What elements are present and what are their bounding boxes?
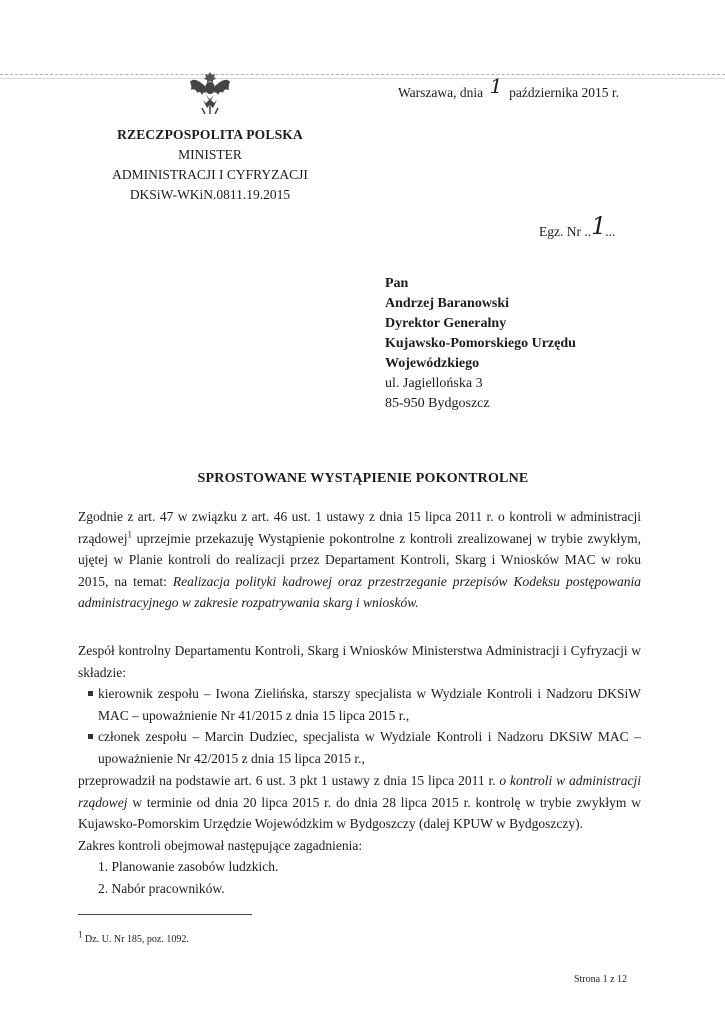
date-prefix: Warszawa, dnia	[398, 85, 484, 100]
addressee-city: 85-950 Bydgoszcz	[385, 396, 490, 411]
addressee-position: Dyrektor Generalny	[385, 316, 507, 331]
conducted-paragraph	[78, 770, 641, 835]
footnote-ref: 1	[127, 529, 132, 539]
minister-title: MINISTER	[178, 147, 242, 162]
copy-number	[539, 214, 615, 242]
team-member-item	[78, 683, 641, 726]
intro-text-2: uprzejmie przekazuję Wystąpienie pokontrolne z kontroli zrealizowanej w trybie zwykłym, ujętej w Planie kontroli do realizacji przez Departament Kontroli, Skarg i Wniosków MAC w roku 2015, na temat:	[78, 530, 641, 589]
ministry-name: ADMINISTRACJI I CYFRYZACJI	[112, 167, 308, 182]
conducted-law-title: o kontroli w administracji rządowej	[78, 773, 641, 810]
eagle-emblem-icon	[188, 66, 232, 116]
page-number: Strona 1 z 12	[574, 974, 628, 985]
intro-paragraph	[78, 506, 641, 614]
scope-item-text: Nabór pracowników.	[111, 880, 225, 896]
team-member-item	[78, 726, 641, 769]
team-member-text: członek zespołu – Marcin Dudziec, specjalista w Wydziale Kontroli i Nadzoru DKSiW MAC – upoważnienie Nr 42/2015 z dnia 15 lipca 2015 r.,	[98, 729, 641, 766]
team-member-list	[78, 683, 641, 769]
document-heading: SPROSTOWANE WYSTĄPIENIE POKONTROLNE	[197, 471, 529, 486]
inspection-topic: Realizacja polityki kadrowej oraz przestrzeganie przepisów Kodeksu postępowania administracyjnego w zakresie rozpatrywania skarg i wniosków.	[78, 573, 641, 610]
scope-intro: Zakres kontroli obejmował następujące zagadnienia:	[78, 838, 363, 853]
scope-list	[78, 856, 641, 899]
date-rest: października 2015 r.	[509, 85, 619, 100]
copy-number-handwritten: 1	[591, 212, 607, 240]
intro-text-1: Zgodnie z art. 47 w związku z art. 46 ust. 1 ustawy z dnia 15 lipca 2011 r. o kontroli w administracji rządowej	[78, 509, 641, 546]
scope-item	[78, 856, 641, 878]
scope-item	[78, 878, 641, 900]
scope-item-text: Planowanie zasobów ludzkich.	[111, 859, 279, 874]
addressee-office-line2: Wojewódzkiego	[385, 356, 480, 371]
scope-item-number: 2.	[98, 880, 109, 896]
addressee-block	[385, 274, 645, 414]
conducted-text-2: w terminie od dnia 20 lipca 2015 r. do dnia 28 lipca 2015 r. kontrolę w trybie zwykłym w Kujawsko-Pomorskim Urzędzie Wojewódzkim w Bydgoszczy (dalej KPUW w Bydgoszczy).	[78, 794, 641, 831]
addressee-street: ul. Jagiellońska 3	[385, 376, 483, 391]
footnote-text: Dz. U. Nr 185, poz. 1092.	[82, 934, 189, 945]
conducted-text-1: przeprowadził na podstawie art. 6 ust. 3 pkt 1 ustawy z dnia 15 lipca 2011 r.	[78, 773, 500, 788]
bullet-square-icon	[88, 691, 93, 696]
sender-header	[100, 125, 320, 205]
reference-number: DKSiW-WKiN.0811.19.2015	[129, 187, 291, 202]
header-rule	[0, 74, 725, 75]
scope-item-number: 1.	[98, 859, 109, 874]
addressee-name: Andrzej Baranowski	[385, 296, 510, 311]
addressee-office-line1: Kujawsko-Pomorskiego Urzędu	[385, 336, 576, 351]
copy-label: Egz. Nr	[539, 224, 581, 239]
footnote-number: 1	[78, 929, 83, 940]
date-day-handwritten: 1	[489, 74, 503, 98]
team-member-text: kierownik zespołu – Iwona Zielińska, starszy specjalista w Wydziale Kontroli i Nadzoru DKSiW MAC – upoważnienie Nr 41/2015 z dnia 15 lipca 2015 r.,	[98, 686, 641, 723]
bullet-square-icon	[88, 734, 93, 739]
copy-dots-after: ...	[605, 224, 616, 239]
addressee-salutation: Pan	[385, 276, 409, 291]
footnote-separator	[78, 914, 252, 915]
letter-date	[398, 74, 619, 102]
team-intro-paragraph: Zespół kontrolny Departamentu Kontroli, Skarg i Wniosków Ministerstwa Administracji i Cyfryzacji w składzie:	[78, 643, 641, 680]
footnote	[78, 929, 189, 945]
country-name: RZECZPOSPOLITA POLSKA	[117, 127, 303, 142]
copy-dots-before: ..	[584, 224, 592, 239]
